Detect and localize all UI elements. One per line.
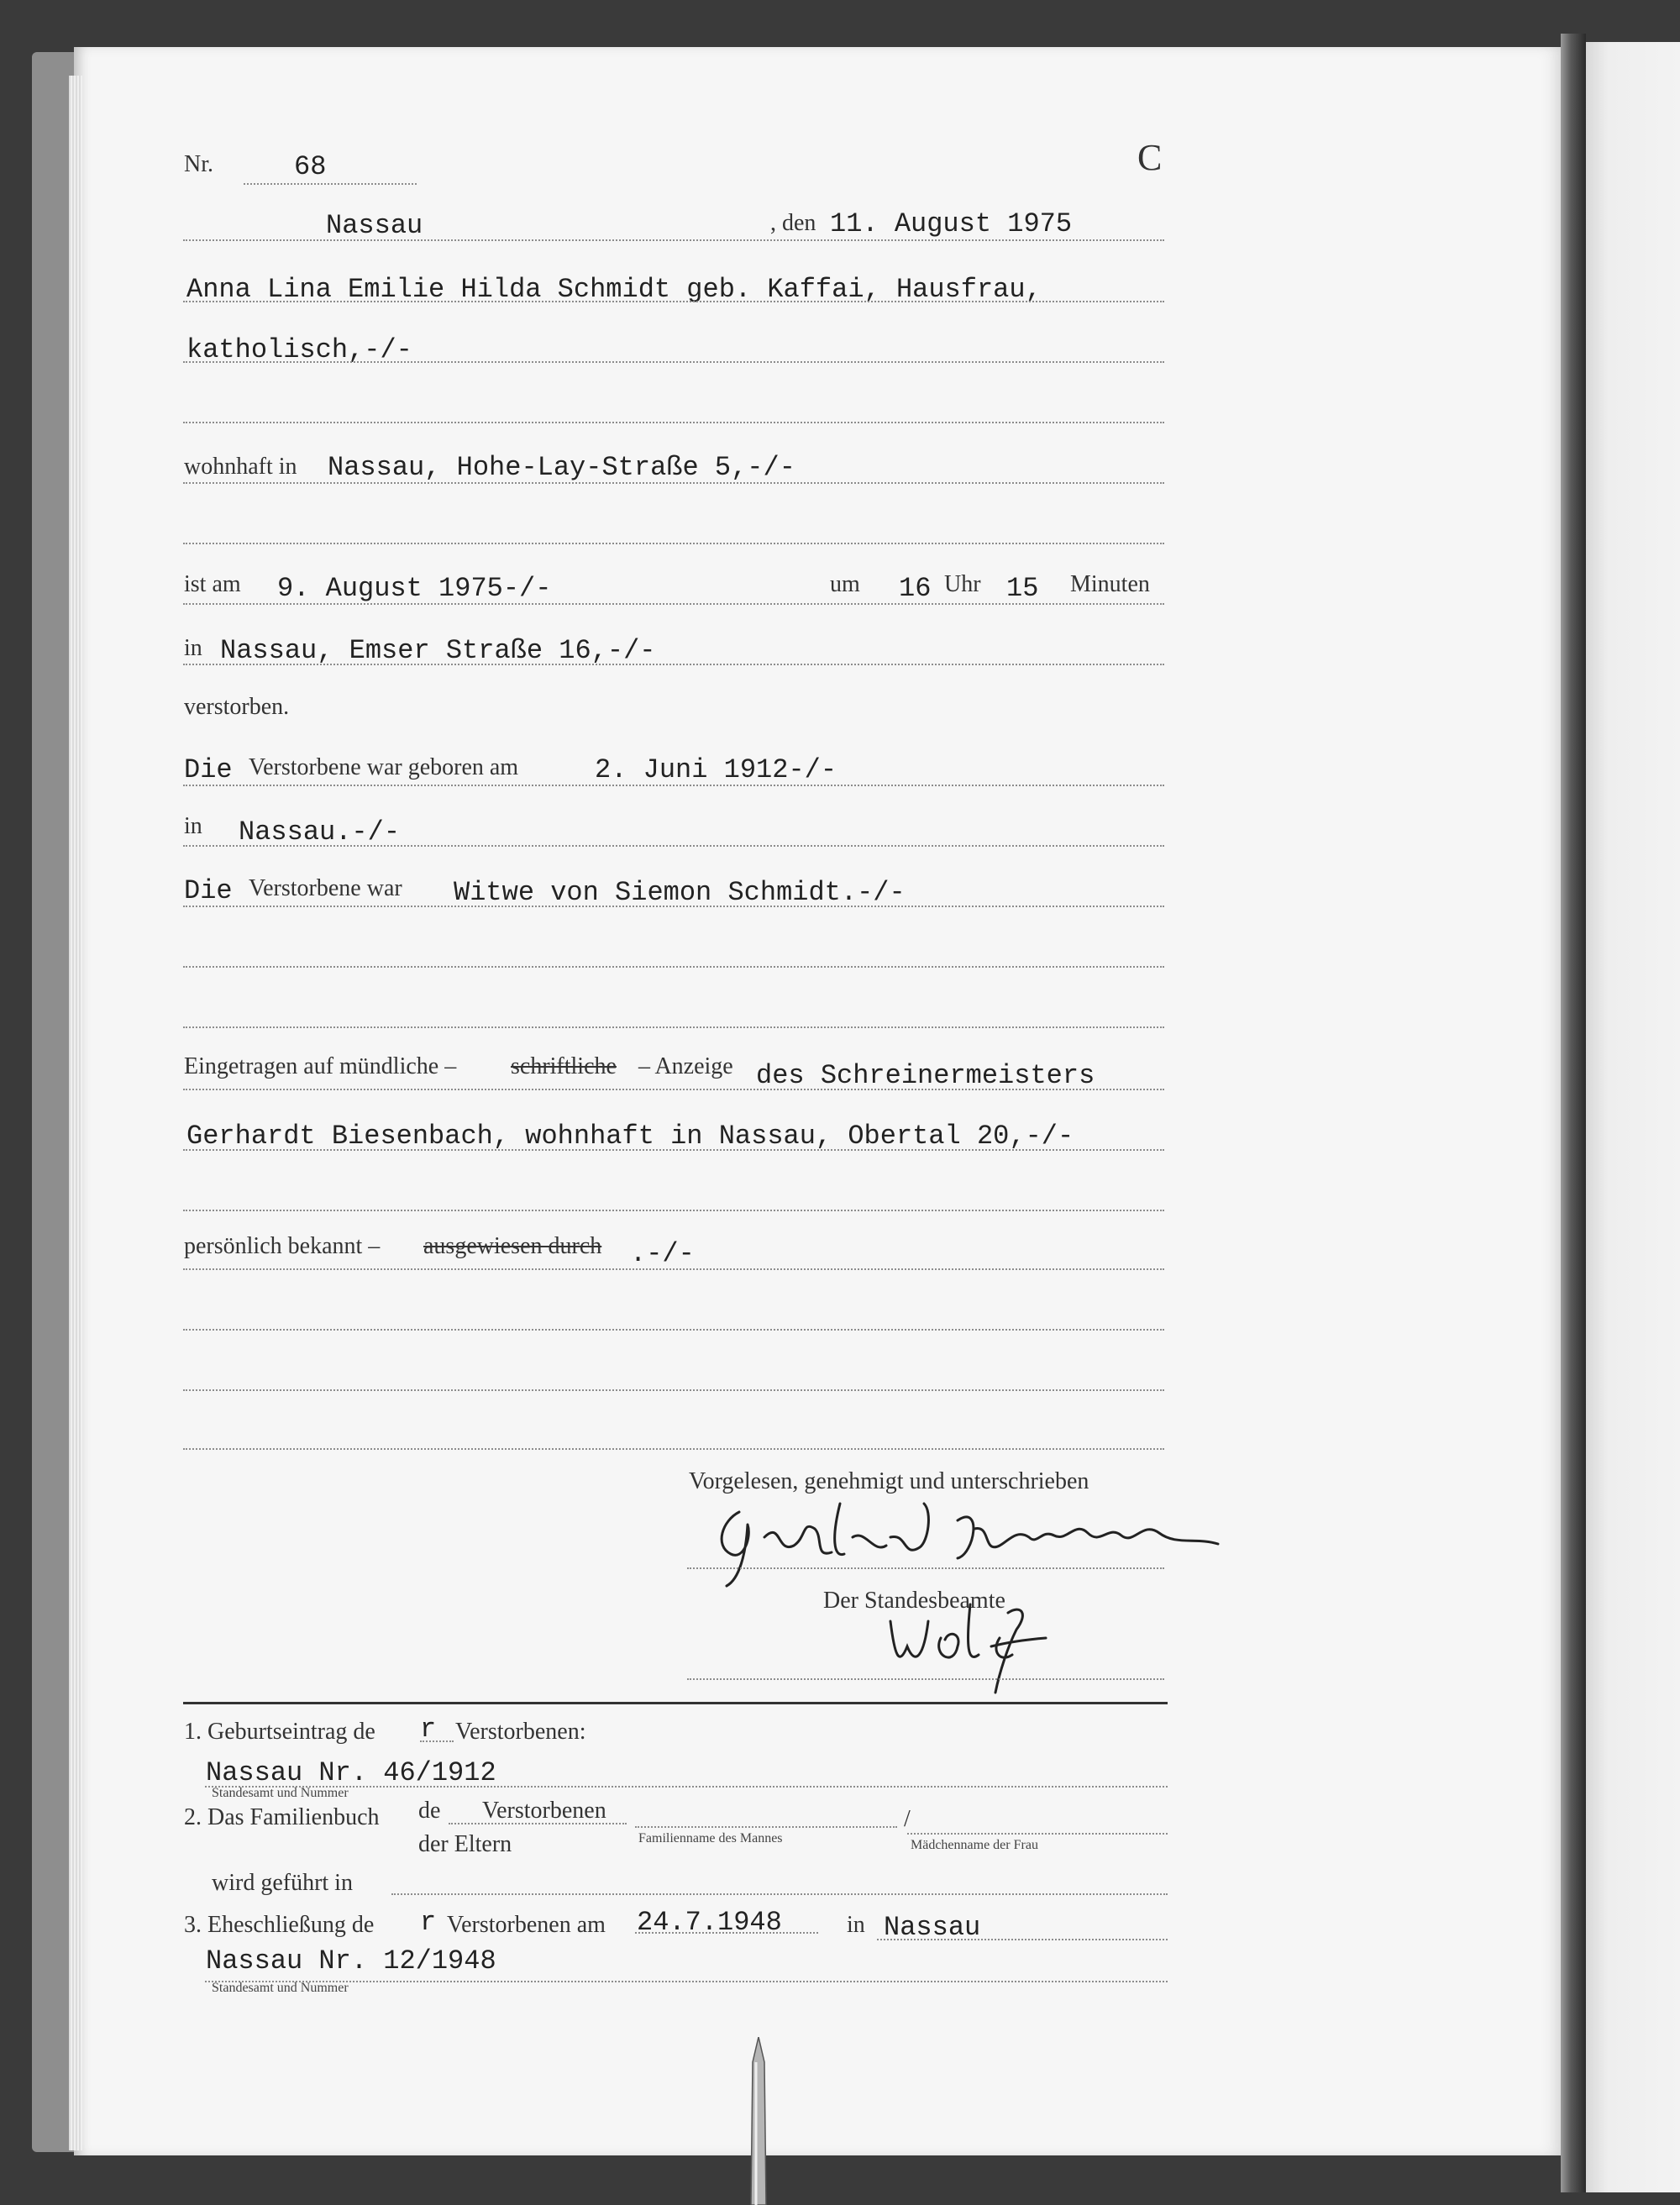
identification-struck: ausgewiesen durch [423, 1233, 602, 1259]
pen [746, 2037, 771, 2205]
residence-label: wohnhaft in [184, 454, 297, 480]
death-hour: 16 [899, 573, 932, 604]
registrar-signature-line [687, 1678, 1164, 1680]
footer-item3-place: Nassau [884, 1912, 981, 1943]
date: 11. August 1975 [830, 208, 1073, 239]
status-line [183, 906, 1164, 907]
blank-line-3 [183, 966, 1164, 968]
death-date-line [183, 603, 1164, 605]
um-label: um [830, 571, 860, 597]
footer-item3-suffix: r [420, 1907, 437, 1938]
footer-item2-gefuehrt-line [391, 1893, 1168, 1895]
blank-line-8 [183, 1448, 1164, 1450]
name-line [183, 301, 1164, 302]
status-value: Witwe von Siemon Schmidt.-/- [454, 877, 906, 908]
footer-item3-line [205, 1981, 1168, 1982]
blank-line-2 [183, 543, 1164, 544]
religion: katholisch,-/- [186, 334, 412, 365]
birth-in-label: in [184, 813, 202, 839]
death-place: Nassau, Emser Straße 16,-/- [220, 635, 656, 666]
footer-item1-value: Nassau Nr. 46/1912 [206, 1757, 496, 1788]
footer-item1-line [205, 1786, 1168, 1788]
book-spine [1561, 34, 1586, 2192]
footer-item3-label: 3. Eheschließung de [184, 1912, 375, 1938]
footer-item2-line-a [449, 1823, 627, 1824]
birth-die: Die [184, 754, 233, 785]
deceased-name: Anna Lina Emilie Hilda Schmidt geb. Kaffai, Hausfrau, [186, 274, 1042, 305]
report-line-2 [183, 1149, 1164, 1151]
footer-item1-suffix: r [420, 1714, 437, 1745]
footer-item2-line-frau [907, 1833, 1168, 1835]
status-label: Verstorbene war [249, 875, 402, 901]
informant-line-2: Gerhardt Biesenbach, wohnhaft in Nassau, Obertal 20,-/- [186, 1121, 1074, 1152]
blank-line-4 [183, 1026, 1164, 1028]
footer-item3-label-b: Verstorbenen am [447, 1912, 606, 1938]
closing-text: Vorgelesen, genehmigt und unterschrieben [689, 1468, 1089, 1494]
uhr-label: Uhr [944, 571, 981, 597]
religion-line [183, 361, 1164, 363]
footer-item1-suffix-line [420, 1740, 454, 1742]
adjacent-page [1578, 42, 1680, 2192]
footer-item2-de: de [418, 1798, 441, 1824]
place: Nassau [326, 210, 423, 241]
footer-item3-place-line [877, 1939, 1168, 1940]
death-minutes: 15 [1006, 573, 1039, 604]
footer-item1-label: 1. Geburtseintrag de [184, 1719, 375, 1745]
blank-line-6 [183, 1329, 1164, 1331]
verstorben-label: verstorben. [184, 694, 290, 720]
footer-item3-value: Nassau Nr. 12/1948 [206, 1945, 496, 1977]
birth-date-line [183, 785, 1164, 786]
footer-item2-line-mann [635, 1826, 897, 1828]
birth-place-line [183, 845, 1164, 847]
caption-mann: Familienname des Mannes [638, 1831, 783, 1845]
report-label-b: – Anzeige [638, 1053, 733, 1079]
caption-frau: Mädchenname der Frau [911, 1838, 1038, 1852]
report-line-1 [183, 1089, 1164, 1090]
identification-label: persönlich bekannt – [184, 1233, 381, 1259]
death-in-label: in [184, 635, 202, 661]
nr-line [244, 183, 417, 185]
registrar-signature [874, 1588, 1075, 1697]
date-line [183, 239, 1164, 241]
residence-value: Nassau, Hohe-Lay-Straße 5,-/- [328, 452, 795, 483]
birth-place: Nassau.-/- [239, 816, 401, 848]
footer-item3-in: in [847, 1912, 865, 1938]
page-edges [69, 76, 82, 2150]
death-place-line [183, 664, 1164, 665]
blank-line-7 [183, 1389, 1164, 1391]
minuten-label: Minuten [1070, 571, 1150, 597]
identification-line [183, 1268, 1164, 1270]
nr-value: 68 [294, 151, 327, 182]
footer-item3-date-line [635, 1932, 818, 1934]
date-prefix: , den [770, 210, 816, 236]
registrar-label: Der Standesbeamte [823, 1588, 1005, 1614]
section-divider [183, 1702, 1168, 1704]
birth-label: Verstorbene war geboren am [249, 754, 519, 780]
report-struck: schriftliche [511, 1053, 617, 1079]
informant-signature-line [687, 1567, 1164, 1569]
footer-item2-label: 2. Das Familienbuch [184, 1804, 380, 1830]
informant-signature [706, 1487, 1226, 1596]
standesamt-caption-1: Standesamt und Nummer [212, 1786, 349, 1800]
footer-item2-slash: / [904, 1806, 911, 1832]
footer-item2-verstorbenen: Verstorbenen [482, 1798, 606, 1824]
standesamt-caption-2: Standesamt und Nummer [212, 1981, 349, 1995]
report-label-a: Eingetragen auf mündliche – [184, 1053, 457, 1079]
residence-line [183, 482, 1164, 484]
death-date-label: ist am [184, 571, 241, 597]
death-date: 9. August 1975-/- [277, 573, 552, 604]
blank-line-5 [183, 1210, 1164, 1211]
footer-item3-date: 24.7.1948 [637, 1907, 782, 1938]
identification-value: .-/- [630, 1238, 695, 1269]
footer-item2-gefuehrt: wird geführt in [212, 1870, 353, 1896]
corner-letter: C [1137, 137, 1163, 178]
status-die: Die [184, 875, 233, 906]
footer-item2-eltern: der Eltern [418, 1831, 512, 1857]
footer-item1-label-b: Verstorbenen: [455, 1719, 586, 1745]
nr-label: Nr. [184, 151, 213, 177]
informant-line-1: des Schreinermeisters [756, 1060, 1095, 1091]
blank-line-1 [183, 422, 1164, 423]
birth-date: 2. Juni 1912-/- [595, 754, 837, 785]
